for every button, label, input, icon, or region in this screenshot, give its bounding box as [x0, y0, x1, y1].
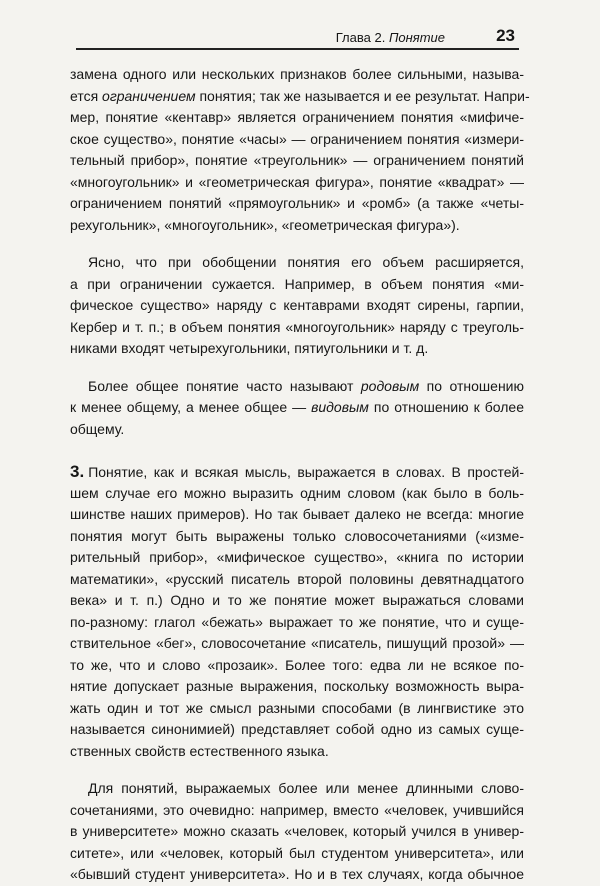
text-run: жать один и тот же смысл разными способами (в лингвистике это	[70, 699, 524, 716]
text-run: ситете», или «человек, который был студентом университета», или	[70, 844, 524, 861]
text-run: рехугольник», «многоугольник», «геометрическая фигура»).	[70, 216, 460, 233]
text-run: мер, понятие «кентавр» является ограничением понятия «мифиче-	[70, 109, 524, 125]
text-run: по-разному: глагол «бежать» выражает то же понятие, что и суще-	[70, 613, 524, 630]
text-line	[70, 86, 530, 108]
text-line	[70, 547, 524, 569]
text-line	[70, 172, 524, 194]
text-line	[70, 569, 524, 591]
text-line	[70, 655, 524, 677]
text-run: называется синонимией) представляет собой одно из самых суще-	[70, 721, 524, 737]
paragraph-3	[70, 376, 524, 441]
section-gap	[70, 440, 524, 461]
text-line	[70, 376, 524, 398]
emphasized-term: видовым	[311, 399, 369, 415]
text-run: Более общее понятие часто называют	[88, 377, 361, 394]
text-run: шинстве наших примеров). Но так бывает далеко не всегда: многие	[70, 506, 524, 522]
text-line	[70, 676, 524, 698]
text-line	[70, 193, 524, 215]
chapter-heading	[336, 30, 445, 45]
text-line	[70, 461, 524, 483]
text-run: никами входят четырехугольники, пятиугольники и т. д.	[70, 340, 429, 356]
text-run: фическое существо» наряду с кентаврами входят сирены, гарпии,	[70, 297, 524, 313]
section-3-paragraph	[70, 461, 524, 762]
paragraph-5	[70, 778, 524, 886]
text-run: то же, что и слово «прозаик». Более того: едва ли не всякое по-	[70, 656, 524, 673]
text-run: сочетаниями, это очевидно: например, вместо «человек, учившийся	[70, 801, 524, 818]
text-line	[70, 419, 524, 441]
text-run: рительный прибор», «мифическое существо», «книга по истории	[70, 549, 524, 565]
text-run: в университете» можно сказать «человек, который учился в универ-	[70, 823, 524, 839]
text-run: по отношению	[419, 377, 524, 394]
text-line	[70, 295, 524, 317]
text-line	[70, 800, 524, 822]
text-run: ское существо», понятие «часы» — ограничением понятия «измери-	[70, 130, 524, 147]
text-line	[70, 397, 524, 419]
emphasized-term: ограничением	[102, 87, 196, 104]
text-run: а при ограничении сужается. Например, в объем понятия «ми-	[70, 275, 524, 292]
text-line	[70, 719, 524, 741]
text-run: Кербер и т. п.; в объем понятия «многоугольник» наряду с треуголь-	[70, 318, 524, 335]
text-line	[70, 150, 524, 172]
text-run: века» и т. п.) Одно и то же понятие может выражаться словами	[70, 592, 524, 608]
text-line	[70, 483, 524, 505]
text-line	[70, 821, 524, 843]
text-line	[70, 504, 524, 526]
text-run: Ясно, что при обобщении понятия его объем расширяется,	[88, 254, 524, 270]
paragraph-gap	[70, 762, 524, 778]
text-line	[70, 317, 524, 339]
text-line	[70, 590, 524, 612]
text-run: «бывший студент университета». Но и в тех случаях, когда обычное	[70, 866, 524, 882]
body-text	[70, 64, 530, 886]
emphasized-term: родовым	[360, 377, 420, 394]
section-number: 3.	[70, 462, 85, 481]
running-header	[76, 26, 519, 50]
text-line	[70, 633, 524, 655]
paragraph-2	[70, 252, 524, 360]
text-line	[70, 64, 524, 86]
text-run: шем случае его можно выразить одним словом (как было в боль-	[70, 484, 524, 501]
text-line	[70, 843, 524, 865]
paragraph-gap	[70, 360, 524, 376]
text-line	[70, 698, 524, 720]
text-line	[70, 778, 524, 800]
text-line	[70, 526, 524, 548]
text-line	[70, 107, 524, 129]
text-run: ственных свойств естественного языка.	[70, 742, 329, 759]
text-run: тельный прибор», понятие «треугольник» — ограничением понятий	[70, 152, 524, 168]
text-run: замена одного или нескольких признаков более сильными, называ-	[70, 66, 524, 82]
text-run: по отношению к более	[368, 399, 524, 415]
text-run: понятия; так же называется и ее результат. Напри-	[195, 87, 530, 104]
text-line	[70, 252, 524, 274]
text-line	[70, 274, 524, 296]
text-line	[70, 215, 524, 237]
text-run: ограничением понятий «прямоугольник» и «ромб» (а также «четы-	[70, 195, 524, 211]
chapter-prefix: Глава 2.	[335, 30, 386, 45]
text-run: математики», «русский писатель второй половины девятнадцатого	[70, 570, 524, 587]
text-line	[70, 864, 524, 886]
text-run: Понятие, как и всякая мысль, выражается в словах. В простей-	[88, 464, 524, 480]
text-line	[70, 129, 524, 151]
text-run: ствительное «бег», словосочетание «писатель, пишущий прозой» —	[70, 635, 524, 651]
text-run: Для понятий, выражаемых более или менее длинными слово-	[88, 780, 524, 796]
text-line	[70, 741, 524, 763]
text-run: «многоугольник» и «геометрическая фигура», понятие «квадрат» —	[70, 173, 524, 190]
text-run: нятие допускает разные выражения, поскольку возможность выра-	[70, 678, 524, 694]
text-run: к менее общему, а менее общее —	[70, 399, 312, 415]
paragraph-gap	[70, 236, 524, 252]
page-number: 23	[496, 26, 515, 45]
paragraph-1	[70, 64, 530, 236]
text-run: общему.	[70, 420, 125, 437]
text-line	[70, 338, 524, 360]
chapter-title: Понятие	[388, 30, 445, 45]
text-line	[70, 612, 524, 634]
text-run: понятия могут быть выражены только словосочетаниями («изме-	[70, 527, 524, 544]
text-run: ется	[70, 87, 103, 104]
